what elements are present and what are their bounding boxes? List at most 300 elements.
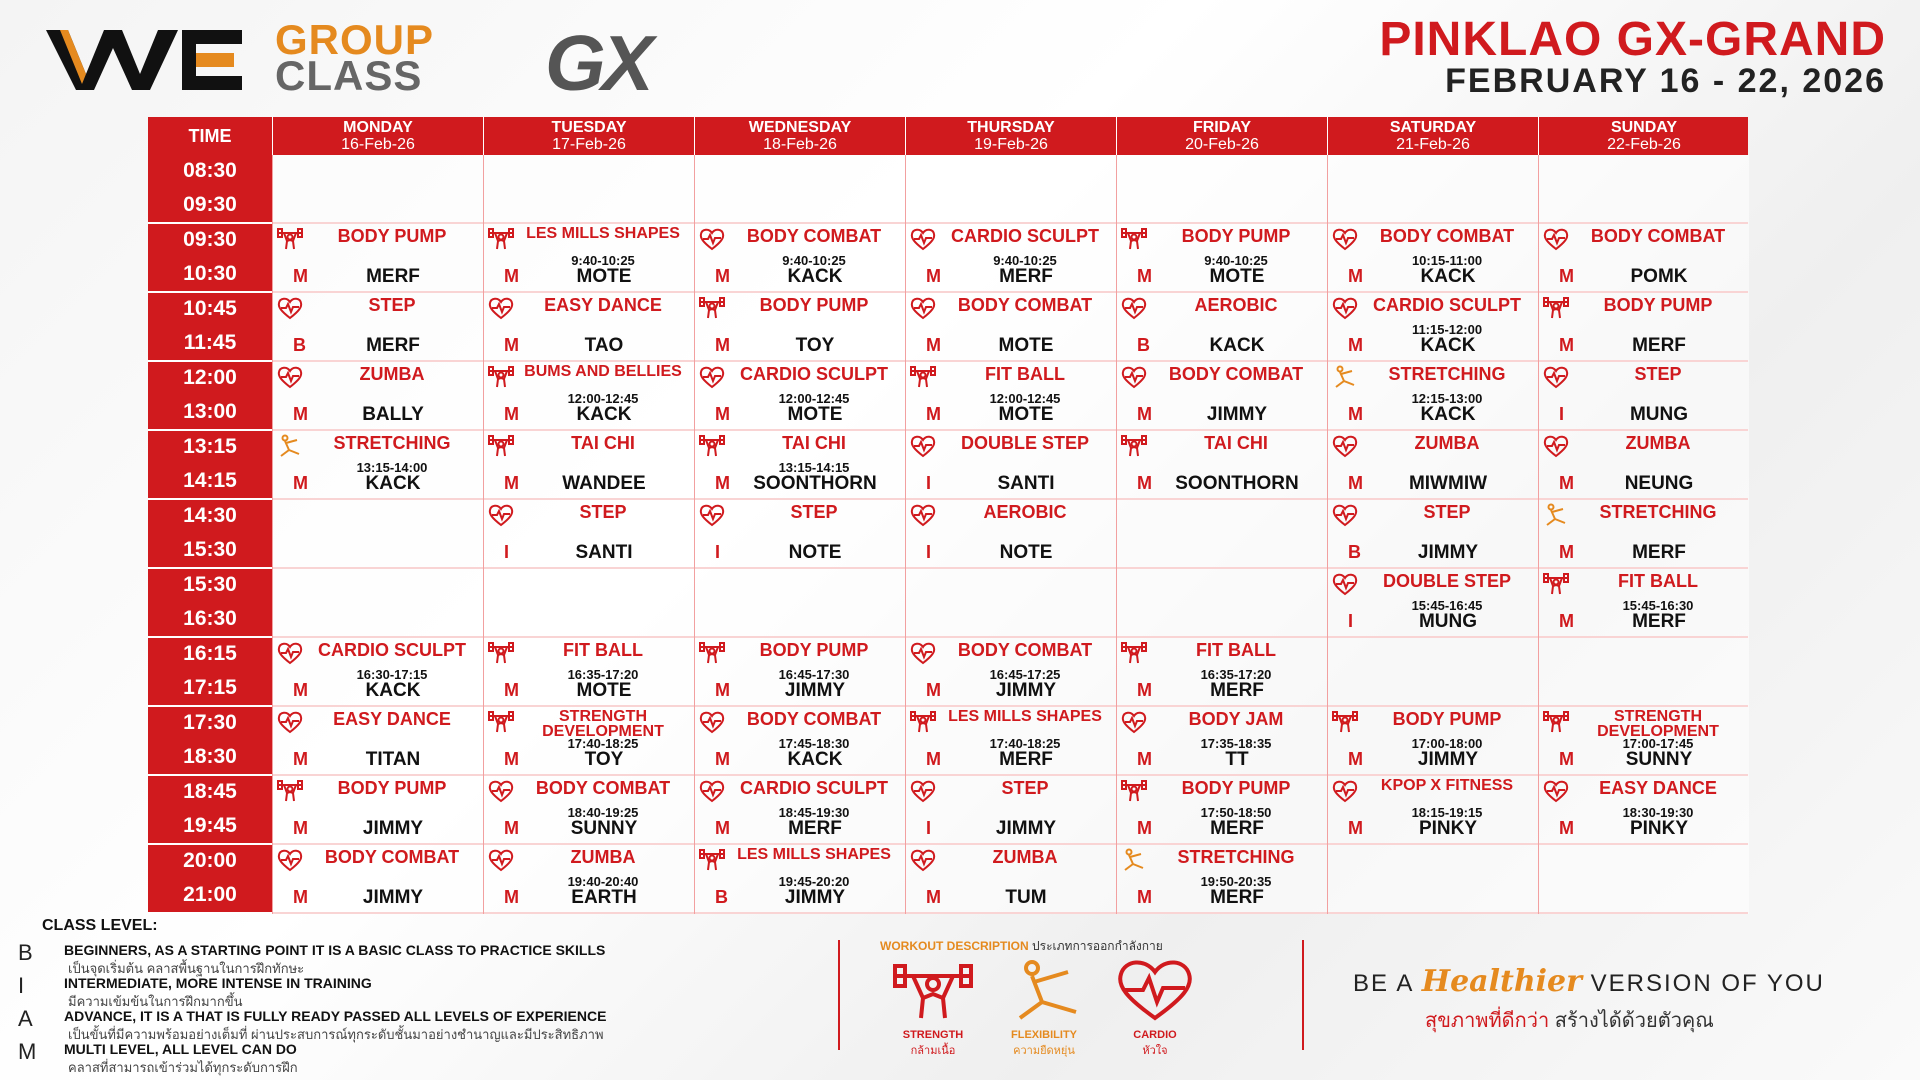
class-time: 13:15-14:15 (778, 460, 850, 475)
class-level: I (926, 818, 932, 838)
day-header-thursday (905, 117, 1116, 155)
class-level: M (715, 404, 730, 424)
class-cell (1538, 569, 1749, 638)
schedule-row (148, 362, 1748, 431)
strength-icon (488, 227, 514, 251)
class-level: M (1559, 266, 1574, 286)
class-cell (483, 431, 694, 500)
class-cell (905, 776, 1116, 845)
instructor-name: KACK (787, 749, 843, 770)
instructor-name: SOONTHORN (1175, 473, 1299, 494)
workout-type-flexibility (994, 958, 1094, 1059)
class-name: STRETCHING (333, 433, 451, 453)
class-level: M (293, 266, 308, 286)
class-cell (1116, 845, 1327, 914)
class-name: STEP (368, 295, 416, 315)
class-level: M (1348, 335, 1363, 355)
footer-divider-left (838, 940, 840, 1050)
class-cell (483, 293, 694, 362)
tagline-post: VERSION OF YOU (1590, 970, 1825, 997)
class-name: BODY COMBAT (535, 778, 671, 798)
class-time: 11:15-12:00 (1411, 322, 1483, 337)
strength-icon (488, 641, 514, 665)
class-level-title: CLASS LEVEL: (42, 917, 158, 934)
day-header-tuesday (483, 117, 694, 155)
class-level: B (293, 335, 306, 355)
class-level: M (715, 335, 730, 355)
schedule-row (148, 638, 1748, 707)
instructor-name: JIMMY (1417, 542, 1479, 563)
class-text: CLASS (275, 52, 423, 99)
instructor-name: TOY (584, 749, 624, 770)
level-letter-i: I (18, 973, 25, 998)
workout-type-label: STRENGTH (902, 1029, 964, 1041)
class-name: BODY COMBAT (746, 226, 882, 246)
instructor-name: MOTE (998, 404, 1054, 425)
strength-icon (910, 710, 936, 734)
instructor-name: MOTE (576, 266, 632, 287)
instructor-name: KACK (576, 404, 632, 425)
day-name: SATURDAY (1389, 119, 1477, 136)
empty-cell (1538, 845, 1749, 914)
workout-type-label-th: หัวใจ (1142, 1045, 1168, 1057)
class-cell (272, 362, 483, 431)
class-time: 16:45-17:25 (989, 667, 1061, 682)
strength-icon (1121, 779, 1147, 803)
cardio-icon (277, 365, 303, 389)
instructor-name: MERF (366, 266, 420, 287)
class-level: M (293, 818, 308, 838)
instructor-name: JIMMY (1206, 404, 1268, 425)
slot-start: 18:45 (183, 780, 237, 803)
schedule-row (148, 776, 1748, 845)
class-time: 17:45-18:30 (778, 736, 850, 751)
class-cell (694, 362, 905, 431)
class-cell (694, 500, 905, 569)
class-cell (483, 224, 694, 293)
instructor-name: MERF (1210, 818, 1264, 839)
class-time: 17:00-17:45 (1622, 736, 1694, 751)
class-level: M (293, 404, 308, 424)
slot-time (148, 707, 272, 776)
class-level: I (926, 473, 932, 493)
cardio-icon (1543, 227, 1569, 251)
slot-end: 18:30 (183, 745, 237, 768)
class-time: 12:00-12:45 (989, 391, 1061, 406)
class-name: BODY COMBAT (1168, 364, 1304, 384)
empty-cell (1327, 845, 1538, 914)
workout-type-label-th: กล้ามเนื้อ (910, 1045, 956, 1057)
level-description-th: เป็นจุดเริ่มต้น คลาสพื้นฐานในการฝึกทักษะ (68, 961, 305, 976)
cardio-icon (910, 848, 936, 872)
strength-icon (1121, 641, 1147, 665)
instructor-name: TOY (795, 335, 835, 356)
class-level: M (504, 335, 519, 355)
class-name: LES MILLS SHAPES (948, 708, 1102, 725)
class-cell (483, 362, 694, 431)
class-name: STEP (1634, 364, 1682, 384)
cardio-icon (277, 641, 303, 665)
class-time: 9:40-10:25 (782, 253, 846, 268)
class-level: M (293, 887, 308, 907)
class-cell (1116, 224, 1327, 293)
cardio-icon (699, 779, 725, 803)
workout-type-cardio (1105, 958, 1205, 1059)
tagline-thai-highlight: สุขภาพที่ดีกว่า (1425, 1010, 1550, 1032)
class-name: STRETCHING (1388, 364, 1506, 384)
slot-time (148, 431, 272, 500)
tagline-thai-rest: สร้างได้ด้วยตัวคุณ (1554, 1010, 1714, 1032)
class-level: M (1137, 887, 1152, 907)
day-header-wednesday (694, 117, 905, 155)
instructor-name: MOTE (1209, 266, 1265, 287)
class-level: M (1137, 266, 1152, 286)
class-name: TAI CHI (782, 433, 846, 453)
empty-cell (1116, 155, 1327, 224)
class-name: DOUBLE STEP (1382, 571, 1511, 591)
class-cell (1116, 776, 1327, 845)
schedule-row (148, 431, 1748, 500)
instructor-name: MUNG (1629, 404, 1689, 425)
workout-type-label-th: ความยืดหยุ่น (1013, 1045, 1075, 1057)
slot-end: 19:45 (183, 814, 237, 837)
class-name: BODY PUMP (759, 640, 869, 660)
instructor-name: KACK (365, 680, 421, 701)
class-name: CARDIO SCULPT (740, 364, 888, 384)
class-name: BODY COMBAT (1379, 226, 1515, 246)
workout-type-label: CARDIO (1133, 1029, 1177, 1041)
class-time: 17:40-18:25 (989, 736, 1061, 751)
slot-end: 09:30 (183, 193, 237, 216)
cardio-icon (699, 365, 725, 389)
schedule-row (148, 569, 1748, 638)
class-cell (1538, 707, 1749, 776)
empty-cell (272, 500, 483, 569)
class-cell (905, 500, 1116, 569)
class-name: LES MILLS SHAPES (526, 225, 680, 242)
class-level: M (293, 473, 308, 493)
class-level: M (926, 404, 941, 424)
class-time: 12:15-13:00 (1411, 391, 1483, 406)
flexibility-icon (1543, 503, 1569, 527)
class-level: M (715, 818, 730, 838)
class-name: ZUMBA (1414, 433, 1480, 453)
empty-cell (1116, 569, 1327, 638)
cardio-icon (910, 641, 936, 665)
instructor-name: KACK (365, 473, 421, 494)
empty-cell (905, 569, 1116, 638)
class-name: FIT BALL (1618, 571, 1698, 591)
class-time: 19:50-20:35 (1200, 874, 1272, 889)
strength-icon (277, 227, 303, 251)
class-cell (272, 431, 483, 500)
instructor-name: SUNNY (1625, 749, 1693, 770)
class-time: 17:00-18:00 (1411, 736, 1483, 751)
instructor-name: MERF (1632, 611, 1686, 632)
slot-time (148, 776, 272, 845)
class-name: STEP (790, 502, 838, 522)
strength-icon (1332, 710, 1358, 734)
instructor-name: MERF (366, 335, 420, 356)
level-letter-m: M (18, 1039, 37, 1064)
level-description-en: BEGINNERS, AS A STARTING POINT IT IS A BASIC CLASS TO PRACTICE SKILLS (64, 942, 606, 958)
class-time: 10:15-11:00 (1411, 253, 1483, 268)
workout-type-label: FLEXIBILITY (1011, 1029, 1077, 1041)
class-name: BODY PUMP (1603, 295, 1713, 315)
class-level: M (715, 266, 730, 286)
cardio-icon (488, 848, 514, 872)
instructor-name: WANDEE (562, 473, 646, 494)
class-cell (1327, 224, 1538, 293)
instructor-name: SOONTHORN (753, 473, 877, 494)
class-time: 16:45-17:30 (778, 667, 850, 682)
cardio-icon (1332, 779, 1358, 803)
slot-time (148, 845, 272, 914)
cardio-icon (910, 227, 936, 251)
workout-title-en: WORKOUT DESCRIPTION (880, 939, 1029, 953)
class-name: STRETCHING (1177, 847, 1295, 867)
class-level: M (1348, 818, 1363, 838)
class-name: BODY PUMP (1181, 226, 1291, 246)
strength-icon (1543, 572, 1569, 596)
class-cell (1116, 707, 1327, 776)
class-cell (1538, 293, 1749, 362)
empty-cell (1327, 155, 1538, 224)
cardio-icon (1332, 227, 1358, 251)
slot-end: 17:15 (183, 676, 237, 699)
class-cell (483, 845, 694, 914)
cardio-icon (1113, 1009, 1197, 1026)
class-name: AEROBIC (1194, 295, 1278, 315)
class-time: 18:40-19:25 (567, 805, 639, 820)
strength-icon (891, 1009, 975, 1026)
class-level: M (1348, 266, 1363, 286)
class-name: EASY DANCE (544, 295, 662, 315)
instructor-name: NEUNG (1624, 473, 1694, 494)
footer-divider-right (1302, 940, 1304, 1050)
cardio-icon (1543, 779, 1569, 803)
empty-cell (1538, 155, 1749, 224)
class-level: B (1137, 335, 1150, 355)
cardio-icon (699, 227, 725, 251)
slot-time (148, 500, 272, 569)
class-level: M (293, 680, 308, 700)
class-level: B (1348, 542, 1361, 562)
slot-time (148, 638, 272, 707)
class-cell (1116, 431, 1327, 500)
instructor-name: JIMMY (1417, 749, 1479, 770)
class-level: M (1559, 473, 1574, 493)
class-level: M (504, 887, 519, 907)
class-name: BODY PUMP (337, 226, 447, 246)
empty-cell (483, 569, 694, 638)
day-date: 17-Feb-26 (552, 136, 626, 153)
class-cell (694, 845, 905, 914)
class-level: M (504, 680, 519, 700)
class-cell (1327, 776, 1538, 845)
class-name: STEP (1001, 778, 1049, 798)
class-name: BODY COMBAT (324, 847, 460, 867)
instructor-name: SANTI (575, 542, 633, 563)
day-date: 16-Feb-26 (341, 136, 415, 153)
empty-cell (1116, 500, 1327, 569)
class-time: 9:40-10:25 (571, 253, 635, 268)
class-cell (483, 500, 694, 569)
class-name: BODY COMBAT (957, 640, 1093, 660)
strength-icon (488, 434, 514, 458)
class-name: CARDIO SCULPT (1373, 295, 1521, 315)
class-level: M (1348, 404, 1363, 424)
class-level: M (1137, 749, 1152, 769)
class-name: ZUMBA (992, 847, 1058, 867)
cardio-icon (277, 848, 303, 872)
slot-start: 17:30 (183, 711, 237, 734)
gx-logo (545, 18, 650, 109)
week-range: FEBRUARY 16 - 22, 2026 (1445, 62, 1886, 100)
cardio-icon (1121, 710, 1147, 734)
schedule-row (148, 845, 1748, 914)
instructor-name: MIWMIW (1408, 473, 1488, 494)
strength-icon (277, 779, 303, 803)
class-level: M (926, 335, 941, 355)
instructor-name: NOTE (999, 542, 1053, 563)
class-cell (1327, 707, 1538, 776)
class-level: M (504, 266, 519, 286)
class-level: M (1559, 542, 1574, 562)
class-level: I (715, 542, 721, 562)
slot-start: 14:30 (183, 504, 237, 527)
cardio-icon (1121, 365, 1147, 389)
cardio-icon (488, 779, 514, 803)
class-name: STRENGTH DEVELOPMENT (1597, 708, 1719, 740)
class-name: CARDIO SCULPT (740, 778, 888, 798)
instructor-name: KACK (1209, 335, 1265, 356)
tagline-highlight: Healthier (1421, 964, 1582, 999)
instructor-name: PINKY (1418, 818, 1478, 839)
slot-start: 12:00 (183, 366, 237, 389)
cardio-icon (1543, 434, 1569, 458)
class-level: M (926, 266, 941, 286)
class-name: BODY PUMP (337, 778, 447, 798)
instructor-name: NOTE (788, 542, 842, 563)
slot-start: 13:15 (183, 435, 237, 458)
class-name: LES MILLS SHAPES (737, 846, 891, 863)
instructor-name: BALLY (362, 404, 424, 425)
empty-cell (694, 569, 905, 638)
slot-start: 15:30 (183, 573, 237, 596)
level-letter-b: B (18, 940, 33, 965)
slot-end: 11:45 (183, 331, 237, 354)
class-cell (905, 431, 1116, 500)
slot-start: 09:30 (183, 228, 237, 251)
flexibility-icon (277, 434, 303, 458)
instructor-name: JIMMY (995, 680, 1057, 701)
class-name: BODY PUMP (1392, 709, 1502, 729)
tagline-pre: BE A (1353, 970, 1414, 997)
day-date: 19-Feb-26 (974, 136, 1048, 153)
class-level: M (504, 818, 519, 838)
class-cell (905, 362, 1116, 431)
class-name: STEP (579, 502, 627, 522)
class-level: M (1137, 404, 1152, 424)
class-name: BODY PUMP (1181, 778, 1291, 798)
cardio-icon (1543, 365, 1569, 389)
instructor-name: JIMMY (362, 887, 424, 908)
class-cell (1116, 362, 1327, 431)
class-cell (694, 707, 905, 776)
cardio-icon (277, 296, 303, 320)
instructor-name: SUNNY (570, 818, 638, 839)
class-name: BODY PUMP (759, 295, 869, 315)
slot-time (148, 569, 272, 638)
strength-icon (699, 296, 725, 320)
tagline (1353, 964, 1825, 999)
day-header-monday (272, 117, 483, 155)
class-time: 16:30-17:15 (356, 667, 428, 682)
instructor-name: TITAN (365, 749, 421, 770)
class-cell (905, 707, 1116, 776)
schedule-row (148, 707, 1748, 776)
slot-time (148, 293, 272, 362)
class-cell (694, 293, 905, 362)
instructor-name: SANTI (997, 473, 1055, 494)
class-name: ZUMBA (570, 847, 636, 867)
instructor-name: KACK (787, 266, 843, 287)
cardio-icon (1332, 296, 1358, 320)
cardio-icon (699, 710, 725, 734)
day-date: 18-Feb-26 (763, 136, 837, 153)
slot-start: 08:30 (183, 159, 237, 182)
schedule-row (148, 155, 1748, 224)
class-name: STEP (1423, 502, 1471, 522)
class-cell (1538, 431, 1749, 500)
strength-icon (1121, 434, 1147, 458)
class-level: M (715, 749, 730, 769)
slot-time (148, 155, 272, 224)
instructor-name: JIMMY (784, 887, 846, 908)
strength-icon (699, 641, 725, 665)
class-time: 18:45-19:30 (778, 805, 850, 820)
class-cell (483, 776, 694, 845)
class-cell (272, 776, 483, 845)
instructor-name: POMK (1630, 266, 1688, 287)
cardio-icon (488, 503, 514, 527)
day-name: FRIDAY (1192, 119, 1252, 136)
class-cell (694, 776, 905, 845)
class-name: EASY DANCE (333, 709, 451, 729)
class-cell (272, 293, 483, 362)
strength-icon (1543, 710, 1569, 734)
workout-title-th: ประเภทการออกกำลังกาย (1032, 939, 1163, 953)
class-level: M (926, 749, 941, 769)
class-cell (905, 293, 1116, 362)
cardio-icon (1121, 296, 1147, 320)
class-cell (483, 638, 694, 707)
day-header-saturday (1327, 117, 1538, 155)
day-name: WEDNESDAY (748, 119, 852, 136)
cardio-icon (1332, 434, 1358, 458)
class-name: EASY DANCE (1599, 778, 1717, 798)
instructor-name: JIMMY (362, 818, 424, 839)
level-description-en: ADVANCE, IT IS A THAT IS FULLY READY PASSED ALL LEVELS OF EXPERIENCE (64, 1008, 607, 1024)
class-time: 12:00-12:45 (567, 391, 639, 406)
day-date: 20-Feb-26 (1185, 136, 1259, 153)
instructor-name: MERF (999, 266, 1053, 287)
slot-time (148, 362, 272, 431)
class-level: M (504, 473, 519, 493)
strength-icon (488, 365, 514, 389)
slot-start: 20:00 (183, 849, 237, 872)
